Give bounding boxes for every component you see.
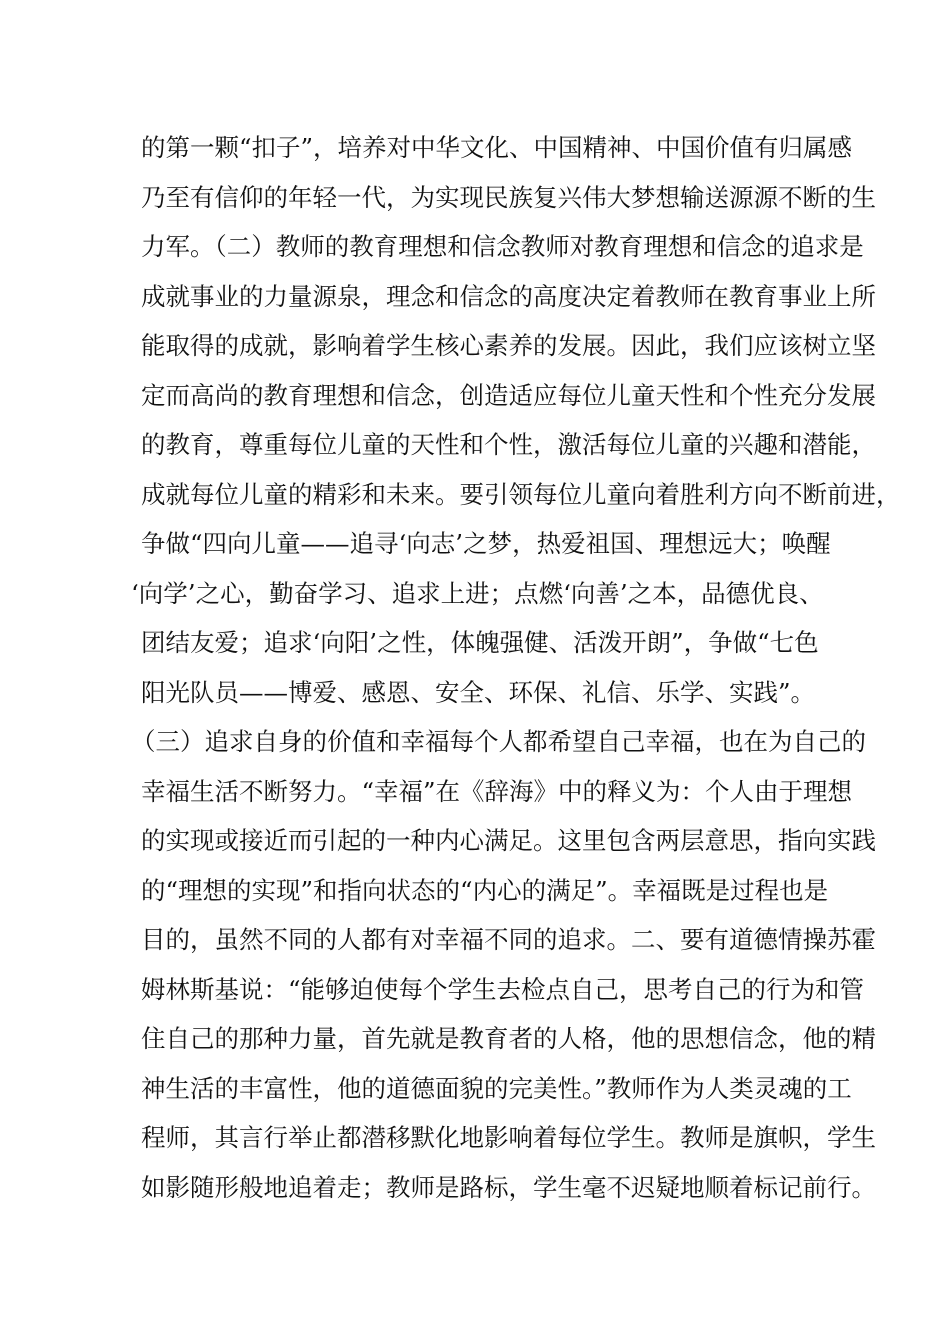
text-line: 成就事业的力量源泉，理念和信念的高度决定着教师在教育事业上所 [141,281,876,311]
text-line: （三）追求自身的价值和幸福每个人都希望自己幸福，也在为自己的 [131,727,866,756]
text-line: 团结友爱；追求‘向阳’之性，体魄强健、活泼开朗”，争做“七色 [141,628,819,657]
text-line: 程师，其言行举止都潜移默化地影响着每位学生。教师是旗帜，学生 [141,1123,876,1152]
text-line: 姆林斯基说：“能够迫使每个学生去检点自己，思考自己的行为和管 [141,974,865,1004]
text-line: 成就每位儿童的精彩和未来。要引领每位儿童向着胜利方向不断前进， [141,479,901,509]
text-line: 住自己的那种力量，首先就是教育者的人格，他的思想信念，他的精 [141,1024,876,1053]
text-line: 争做“四向儿童——追寻‘向志’之梦，热爱祖国、理想远大；唤醒 [141,529,831,558]
text-line: 幸福生活不断努力。“幸福”在《辞海》中的释义为：个人由于理想 [141,776,853,806]
text-line: 目的，虽然不同的人都有对幸福不同的追求。二、要有道德情操苏霍 [141,925,876,954]
text-line: 的“理想的实现”和指向状态的“内心的满足”。幸福既是过程也是 [141,875,829,905]
text-line: ‘向学’之心，勤奋学习、追求上进；点燃‘向善’之本，品德优良、 [131,578,824,608]
text-line: 的第一颗“扣子”，培养对中华文化、中国精神、中国价值有归属感 [141,133,853,162]
text-line: 定而高尚的教育理想和信念，创造适应每位儿童天性和个性充分发展 [141,380,876,410]
text-line: 神生活的丰富性，他的道德面貌的完美性。”教师作为人类灵魂的工 [141,1073,852,1103]
text-line: 的实现或接近而引起的一种内心满足。这里包含两层意思，指向实践 [141,826,876,855]
text-line: 乃至有信仰的年轻一代，为实现民族复兴伟大梦想输送源源不断的生 [141,182,876,212]
text-line: 力军。（二）教师的教育理想和信念教师对教育理想和信念的追求是 [141,232,864,261]
text-line: 的教育，尊重每位儿童的天性和个性，激活每位儿童的兴趣和潜能， [141,430,876,459]
text-line: 能取得的成就，影响着学生核心素养的发展。因此，我们应该树立坚 [141,331,876,360]
body-text [131,123,901,1212]
text-line: 如影随形般地追着走；教师是路标，学生毫不迟疑地顺着标记前行。 [141,1172,876,1202]
text-line: 阳光队员——博爱、感恩、安全、环保、礼信、乐学、实践”。 [141,677,816,707]
